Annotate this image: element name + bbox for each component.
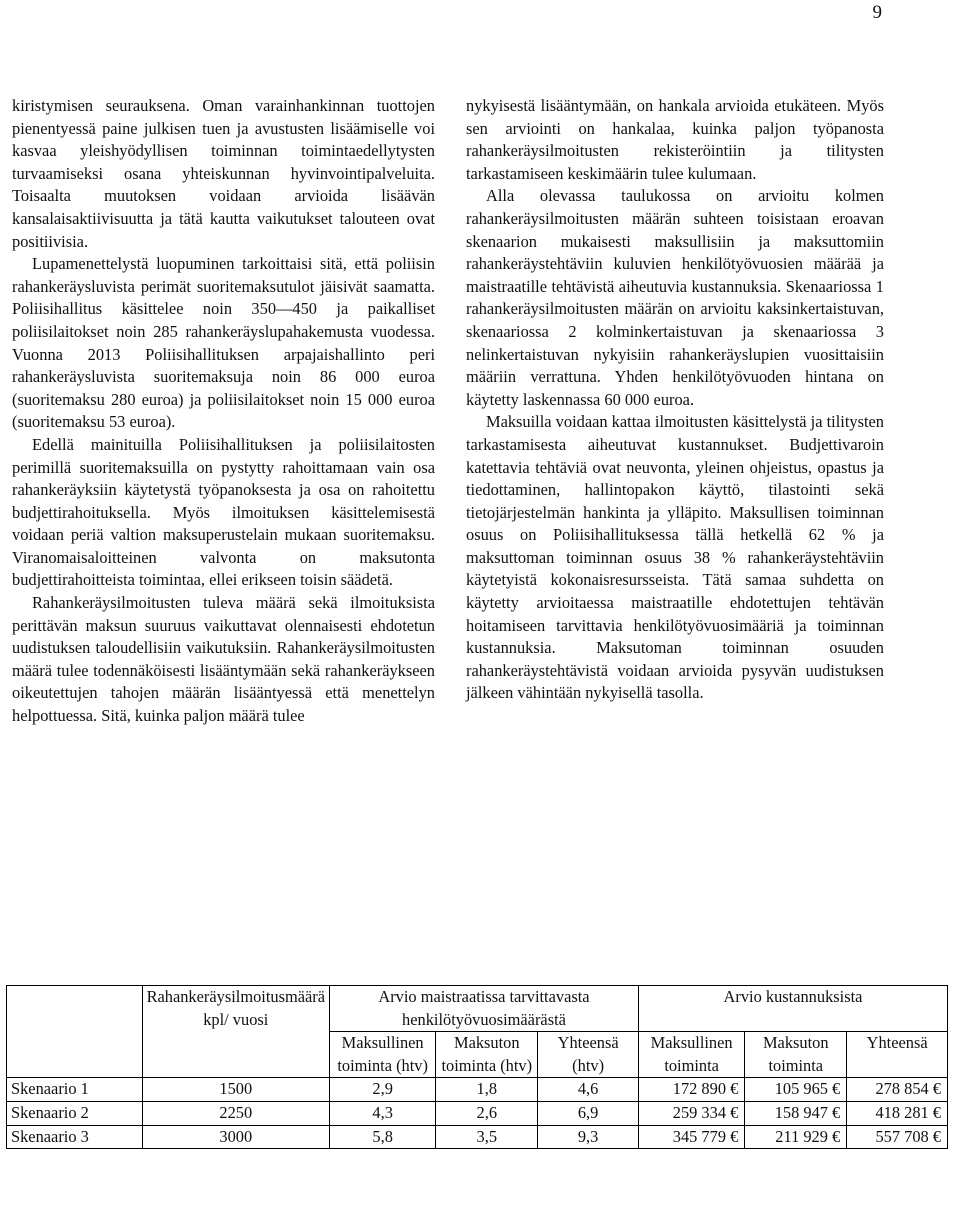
header-count: Rahankeräysilmoitusmäärä kpl/ vuosi — [142, 986, 329, 1078]
table-row — [7, 1125, 948, 1149]
cell-htv-free: 2,6 — [436, 1101, 538, 1125]
header-htv-paid: Maksullinen toiminta (htv) — [329, 1032, 435, 1078]
left-text-column — [12, 95, 435, 728]
cell-htv-total: 4,6 — [538, 1078, 639, 1102]
cell-cost-paid: 172 890 € — [638, 1078, 744, 1102]
page-number: 9 — [872, 2, 882, 23]
header-cost-paid: Maksullinen toiminta — [638, 1032, 744, 1078]
cell-htv-total: 9,3 — [538, 1125, 639, 1149]
paragraph: Rahankeräysilmoitusten tuleva määrä sekä ilmoituksista perittävän maksun suuruus vaikuttavat olennaisesti ehdotetun uudistuksen taloudellisiin vaikutuksiin. Rahankeräysilmoitusten määrä tulee todennäköisesti lisääntymään sekä rahankeräykseen oikeutettujen tahojen määrän lisääntyessä että menettelyn helpottuessa. Sitä, kuinka paljon määrä tulee — [12, 593, 435, 726]
cell-htv-free: 3,5 — [436, 1125, 538, 1149]
row-label: Skenaario 1 — [7, 1078, 143, 1102]
cell-htv-paid: 5,8 — [329, 1125, 435, 1149]
cell-htv-paid: 2,9 — [329, 1078, 435, 1102]
cell-cost-free: 105 965 € — [745, 1078, 847, 1102]
cell-cost-paid: 345 779 € — [638, 1125, 744, 1149]
cost-estimate-table — [6, 985, 948, 1149]
cell-cost-total: 418 281 € — [847, 1101, 948, 1125]
header-group-cost: Arvio kustannuksista — [638, 986, 947, 1032]
header-cost-free: Maksuton toiminta — [745, 1032, 847, 1078]
header-cost-total: Yhteensä — [847, 1032, 948, 1078]
right-text-column — [466, 95, 884, 705]
paragraph: Alla olevassa taulukossa on arvioitu kolmen rahankeräysilmoitusten määrän suhteen toisistaan eroavan skenaarion mukaisesti maksullisiin ja maksuttomiin rahankeräystehtäviin kuluvien henkilötyövuosien määrää ja maistraatille tehtävistä aiheutuvia kustannuksia. Skenaariossa 1 rahankeräysilmoitusten määrän on arvioitu kaksinkertaistuvan, skenaariossa 2 kolminkertaistuvan ja skenaariossa 3 nelinkertaistuvan nykyisiin rahankeräyslupien vuosittaisiin määriin verrattuna. Yhden henkilötyövuoden hintana on käytetty laskennassa 60 000 euroa. — [466, 186, 884, 409]
cell-count: 2250 — [142, 1101, 329, 1125]
paragraph: Lupamenettelystä luopuminen tarkoittaisi sitä, että poliisin rahankeräysluvista perimät suoritemaksutulot jäisivät saamatta. Poliisihallitus käsittelee noin 350—450 ja paikalliset poliisilaitokset noin 285 rahankeräyslupahakemusta vuodessa. Vuonna 2013 Poliisihallituksen arpajaishallinto peri rahankeräysluvista suoritemaksuja noin 86 000 euroa (suoritemaksu 280 euroa) ja poliisilaitokset noin 15 000 euroa (suoritemaksu 53 euroa). — [12, 254, 435, 432]
cell-htv-total: 6,9 — [538, 1101, 639, 1125]
paragraph: nykyisestä lisääntymään, on hankala arvioida etukäteen. Myös sen arviointi on hankalaa, kuinka paljon työpanosta rahankeräysilmoitusten rekisteröintiin ja tilitysten tarkastamiseen keskimäärin tulee kulumaan. — [466, 96, 884, 183]
table-corner-cell — [7, 986, 143, 1078]
cell-htv-free: 1,8 — [436, 1078, 538, 1102]
paragraph: Maksuilla voidaan kattaa ilmoitusten käsittelystä ja tilitysten tarkastamisesta aiheutuvat kustannukset. Budjettivaroin katettavia tehtäviä ovat neuvonta, yleinen ohjeistus, opastus ja tiedottaminen, hallintopakon käyttö, tilastointi sekä tietojärjestelmän hankinta ja ylläpito. Maksullisen toiminnan osuus on Poliisihallituksessa tällä hetkellä 62 % ja maksuttoman toiminnan osuus 38 % rahankeräystehtäviin käytetyistä kokonaisresursseista. Tätä samaa suhdetta on käytetty arvioitaessa maistraatille ehdotettujen tehtävän hoitamiseen tarvittavia henkilötyövuosimääriä ja toiminnan kustannuksia. Maksutoman toiminnan osuuden rahankeräystehtävistä voidaan arvioida pysyvän uudistuksen jälkeen vähintään nykyisellä tasolla. — [466, 412, 884, 703]
header-group-htv: Arvio maistraatissa tarvittavasta henkilötyövuosimäärästä — [329, 986, 638, 1032]
cell-count: 3000 — [142, 1125, 329, 1149]
cell-cost-free: 158 947 € — [745, 1101, 847, 1125]
table-row — [7, 1078, 948, 1102]
paragraph: kiristymisen seurauksena. Oman varainhankinnan tuottojen pienentyessä paine julkisen tuen ja avustusten lisäämiselle voi kasvaa yleishyödyllisen toiminnan toimintaedellytysten turvaamiseksi osana yhteiskunnan hyvinvointipalveluita. Toisaalta muutoksen voidaan arvioida lisäävän kansalaisaktiivisuutta ja tätä kautta vaikutukset talouteen ovat positiivisia. — [12, 96, 435, 251]
cell-cost-total: 278 854 € — [847, 1078, 948, 1102]
table-header-row — [7, 986, 948, 1032]
header-htv-total: Yhteensä (htv) — [538, 1032, 639, 1078]
header-htv-free: Maksuton toiminta (htv) — [436, 1032, 538, 1078]
row-label: Skenaario 2 — [7, 1101, 143, 1125]
paragraph: Edellä mainituilla Poliisihallituksen ja poliisilaitosten perimillä suoritemaksuilla on pystytty rahoittamaan vain osa rahankeräyksiin käytetystä työpanoksesta ja osa on rahoitettu budjettirahoituksella. Myös ilmoituksen käsittelemisestä voidaan periä valtion maksuperustelain mukaan suoritemaksu. Viranomaisaloitteinen valvonta on maksutonta budjettirahoitteista toimintaa, ellei erikseen toisin säädetä. — [12, 434, 435, 590]
cell-count: 1500 — [142, 1078, 329, 1102]
row-label: Skenaario 3 — [7, 1125, 143, 1149]
cell-htv-paid: 4,3 — [329, 1101, 435, 1125]
table-row — [7, 1101, 948, 1125]
cell-cost-total: 557 708 € — [847, 1125, 948, 1149]
cell-cost-free: 211 929 € — [745, 1125, 847, 1149]
cell-cost-paid: 259 334 € — [638, 1101, 744, 1125]
